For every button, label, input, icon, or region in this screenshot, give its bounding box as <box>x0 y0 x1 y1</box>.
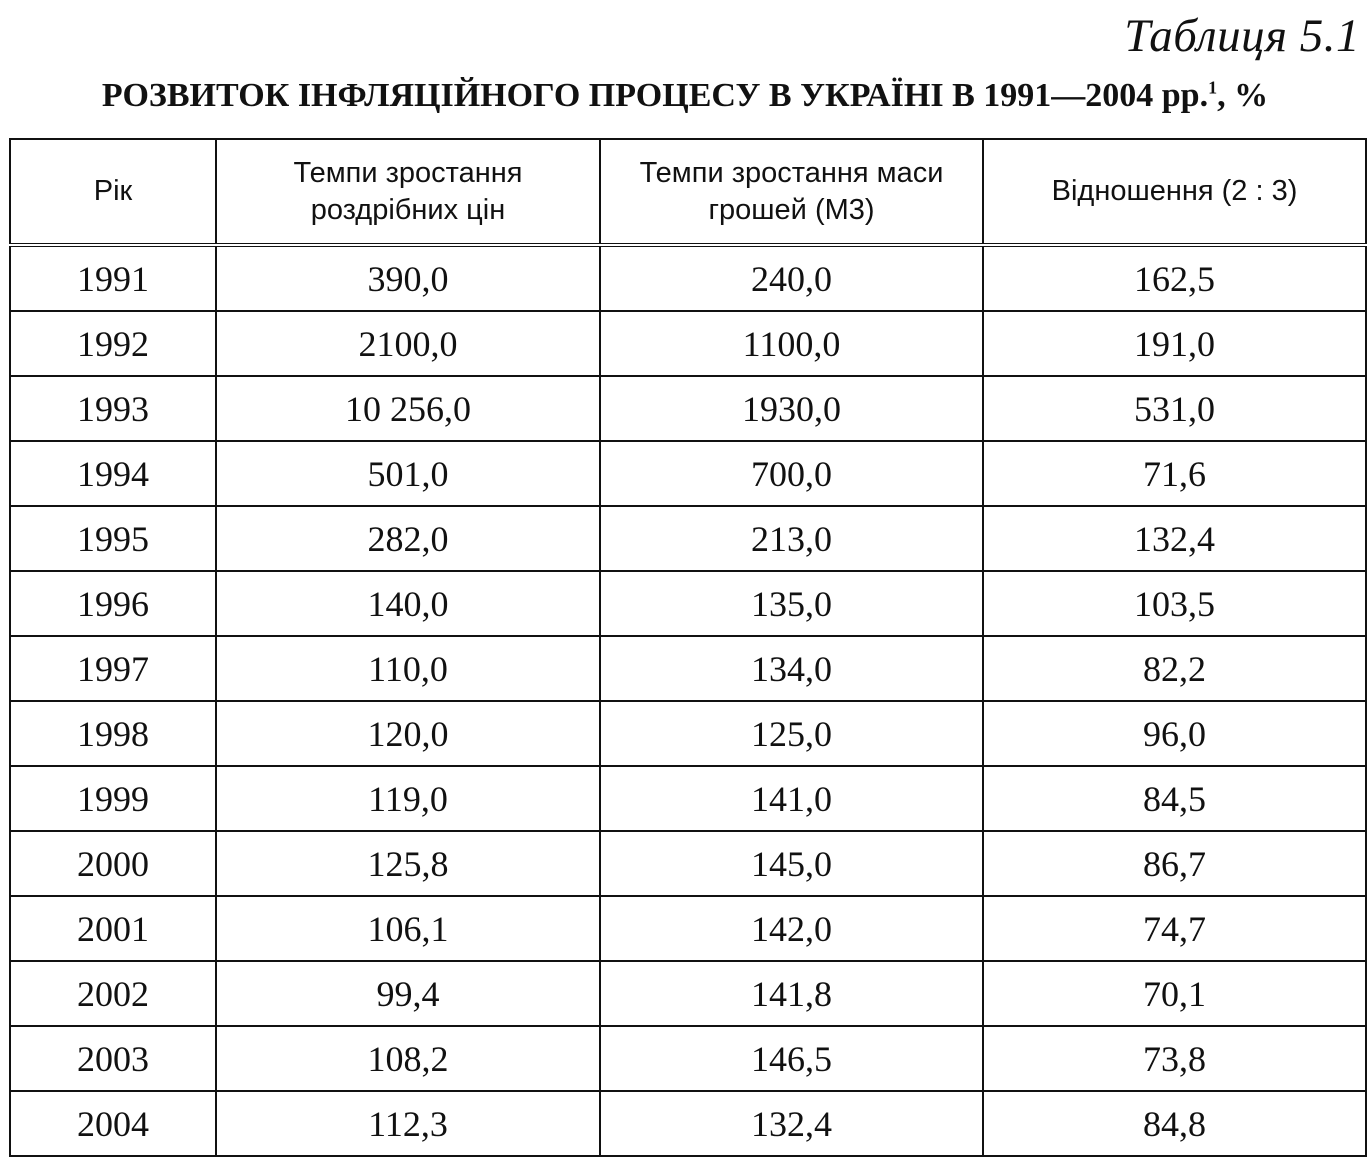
cell-retail-price-growth: 501,0 <box>216 441 600 506</box>
table-row <box>10 766 1366 831</box>
cell-money-supply-growth: 141,0 <box>600 766 983 831</box>
cell-ratio: 71,6 <box>983 441 1366 506</box>
cell-year: 2001 <box>10 896 216 961</box>
cell-ratio: 84,8 <box>983 1091 1366 1156</box>
cell-year: 2004 <box>10 1091 216 1156</box>
cell-money-supply-growth: 125,0 <box>600 701 983 766</box>
cell-money-supply-growth: 146,5 <box>600 1026 983 1091</box>
table-row <box>10 636 1366 701</box>
table-row <box>10 1026 1366 1091</box>
cell-ratio: 96,0 <box>983 701 1366 766</box>
cell-year: 1997 <box>10 636 216 701</box>
cell-retail-price-growth: 112,3 <box>216 1091 600 1156</box>
cell-ratio: 82,2 <box>983 636 1366 701</box>
cell-ratio: 531,0 <box>983 376 1366 441</box>
cell-ratio: 103,5 <box>983 571 1366 636</box>
cell-retail-price-growth: 10 256,0 <box>216 376 600 441</box>
table-caption: Таблиця 5.1 <box>1124 10 1360 62</box>
cell-money-supply-growth: 142,0 <box>600 896 983 961</box>
cell-retail-price-growth: 2100,0 <box>216 311 600 376</box>
cell-retail-price-growth: 282,0 <box>216 506 600 571</box>
cell-year: 1993 <box>10 376 216 441</box>
table-row <box>10 571 1366 636</box>
cell-money-supply-growth: 135,0 <box>600 571 983 636</box>
table-row <box>10 896 1366 961</box>
cell-retail-price-growth: 125,8 <box>216 831 600 896</box>
cell-year: 2002 <box>10 961 216 1026</box>
cell-money-supply-growth: 1100,0 <box>600 311 983 376</box>
cell-year: 2003 <box>10 1026 216 1091</box>
header-row <box>10 139 1366 245</box>
cell-money-supply-growth: 141,8 <box>600 961 983 1026</box>
table-row <box>10 441 1366 506</box>
cell-year: 1996 <box>10 571 216 636</box>
table-row <box>10 311 1366 376</box>
header-year: Рік <box>10 139 216 245</box>
cell-retail-price-growth: 140,0 <box>216 571 600 636</box>
table-row <box>10 506 1366 571</box>
cell-ratio: 132,4 <box>983 506 1366 571</box>
table-row <box>10 1091 1366 1156</box>
cell-money-supply-growth: 132,4 <box>600 1091 983 1156</box>
title-unit: , % <box>1217 77 1269 114</box>
cell-money-supply-growth: 700,0 <box>600 441 983 506</box>
cell-money-supply-growth: 213,0 <box>600 506 983 571</box>
header-money-supply-growth: Темпи зростання маси грошей (М3) <box>600 139 983 245</box>
cell-year: 1995 <box>10 506 216 571</box>
cell-retail-price-growth: 119,0 <box>216 766 600 831</box>
table-title-text: РОЗВИТОК ІНФЛЯЦІЙНОГО ПРОЦЕСУ В УКРАЇНІ В 1991—2004 рр. <box>101 77 1209 114</box>
cell-retail-price-growth: 106,1 <box>216 896 600 961</box>
cell-year: 1998 <box>10 701 216 766</box>
cell-year: 1999 <box>10 766 216 831</box>
table-row <box>10 376 1366 441</box>
cell-retail-price-growth: 390,0 <box>216 245 600 311</box>
cell-year: 1994 <box>10 441 216 506</box>
header-ratio: Відношення (2 : 3) <box>983 139 1366 245</box>
cell-retail-price-growth: 120,0 <box>216 701 600 766</box>
cell-ratio: 162,5 <box>983 245 1366 311</box>
cell-money-supply-growth: 134,0 <box>600 636 983 701</box>
cell-year: 1992 <box>10 311 216 376</box>
cell-retail-price-growth: 110,0 <box>216 636 600 701</box>
table-row <box>10 961 1366 1026</box>
inflation-table <box>9 138 1367 1157</box>
cell-ratio: 70,1 <box>983 961 1366 1026</box>
title-footnote-mark: 1 <box>1208 77 1218 98</box>
cell-money-supply-growth: 240,0 <box>600 245 983 311</box>
cell-ratio: 84,5 <box>983 766 1366 831</box>
table-row <box>10 701 1366 766</box>
cell-retail-price-growth: 108,2 <box>216 1026 600 1091</box>
cell-money-supply-growth: 145,0 <box>600 831 983 896</box>
table-title <box>0 68 1370 124</box>
cell-ratio: 73,8 <box>983 1026 1366 1091</box>
cell-ratio: 74,7 <box>983 896 1366 961</box>
cell-money-supply-growth: 1930,0 <box>600 376 983 441</box>
header-retail-price-growth: Темпи зростання роздрібних цін <box>216 139 600 245</box>
table-row <box>10 245 1366 311</box>
cell-year: 1991 <box>10 245 216 311</box>
table-body <box>10 245 1366 1156</box>
cell-ratio: 191,0 <box>983 311 1366 376</box>
cell-ratio: 86,7 <box>983 831 1366 896</box>
table-row <box>10 831 1366 896</box>
cell-year: 2000 <box>10 831 216 896</box>
cell-retail-price-growth: 99,4 <box>216 961 600 1026</box>
